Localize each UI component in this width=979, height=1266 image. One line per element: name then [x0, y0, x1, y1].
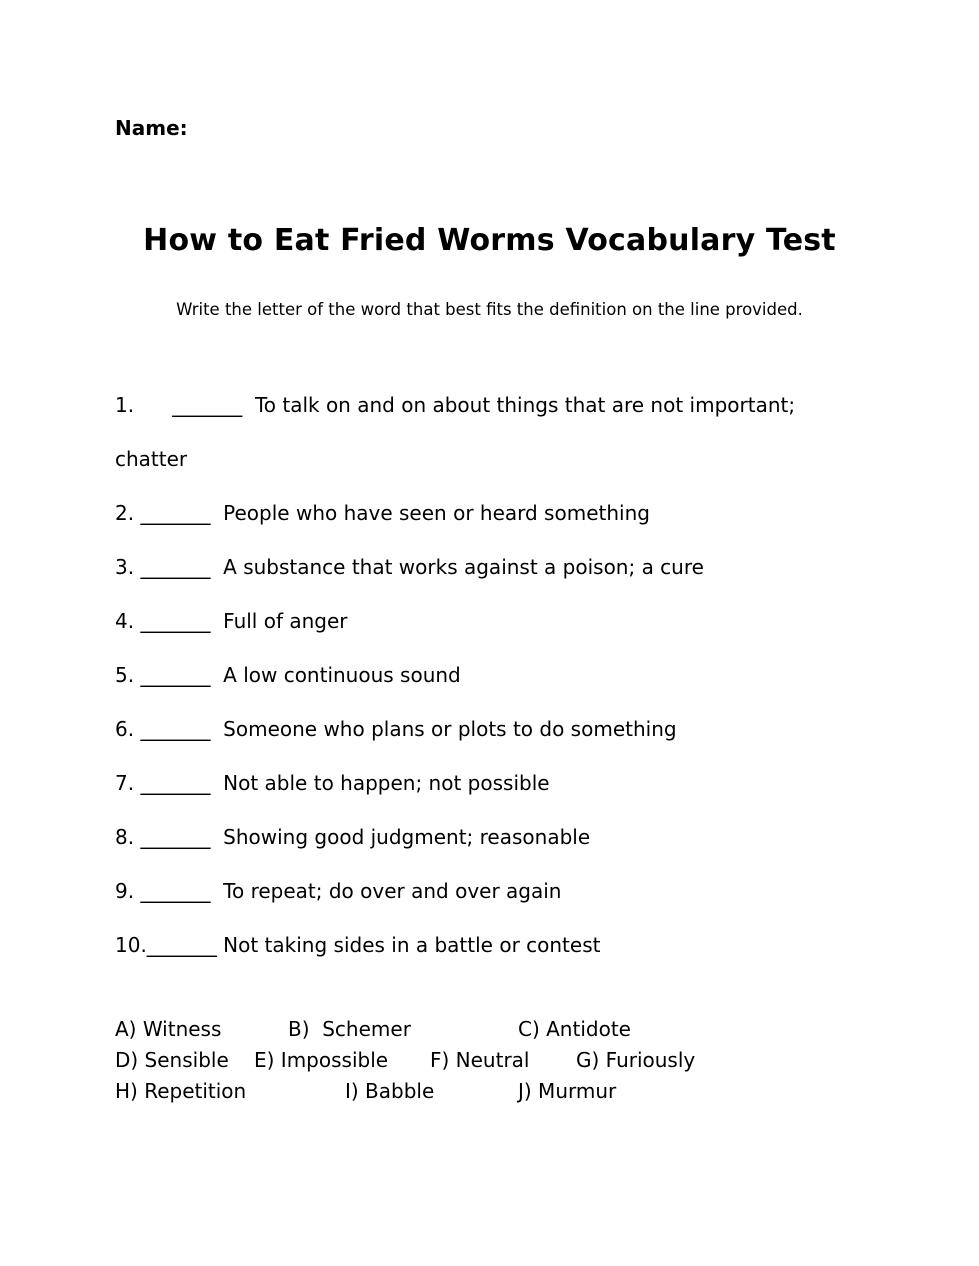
word-bank-row-1 [115, 1017, 875, 1043]
word-choice-j: J) Murmur [518, 1079, 617, 1103]
question-7: 7. _______ Not able to happen; not possible [115, 771, 550, 795]
question-10: 10._______ Not taking sides in a battle or contest [115, 933, 601, 957]
word-choice-e: E) Impossible [254, 1048, 389, 1072]
question-8: 8. _______ Showing good judgment; reasonable [115, 825, 591, 849]
page-title: How to Eat Fried Worms Vocabulary Test [143, 223, 836, 258]
word-bank-row-2 [115, 1048, 875, 1074]
word-choice-a: A) Witness [115, 1017, 222, 1041]
word-bank-row-3 [115, 1079, 875, 1105]
word-choice-b: B) Schemer [288, 1017, 411, 1041]
word-choice-i: I) Babble [345, 1079, 435, 1103]
question-1-continued: chatter [115, 447, 188, 471]
question-3: 3. _______ A substance that works against a poison; a cure [115, 555, 704, 579]
question-2: 2. _______ People who have seen or heard something [115, 501, 650, 525]
question-6: 6. _______ Someone who plans or plots to do something [115, 717, 677, 741]
question-4: 4. _______ Full of anger [115, 609, 348, 633]
word-choice-c: C) Antidote [518, 1017, 631, 1041]
question-5: 5. _______ A low continuous sound [115, 663, 461, 687]
word-choice-d: D) Sensible [115, 1048, 229, 1072]
word-choice-f: F) Neutral [430, 1048, 530, 1072]
word-choice-g: G) Furiously [576, 1048, 696, 1072]
question-1: 1. _______ To talk on and on about things that are not important; [115, 393, 796, 417]
question-9: 9. _______ To repeat; do over and over again [115, 879, 562, 903]
instructions: Write the letter of the word that best fits the definition on the line provided. [176, 300, 803, 319]
word-choice-h: H) Repetition [115, 1079, 247, 1103]
name-label: Name: [115, 116, 188, 140]
